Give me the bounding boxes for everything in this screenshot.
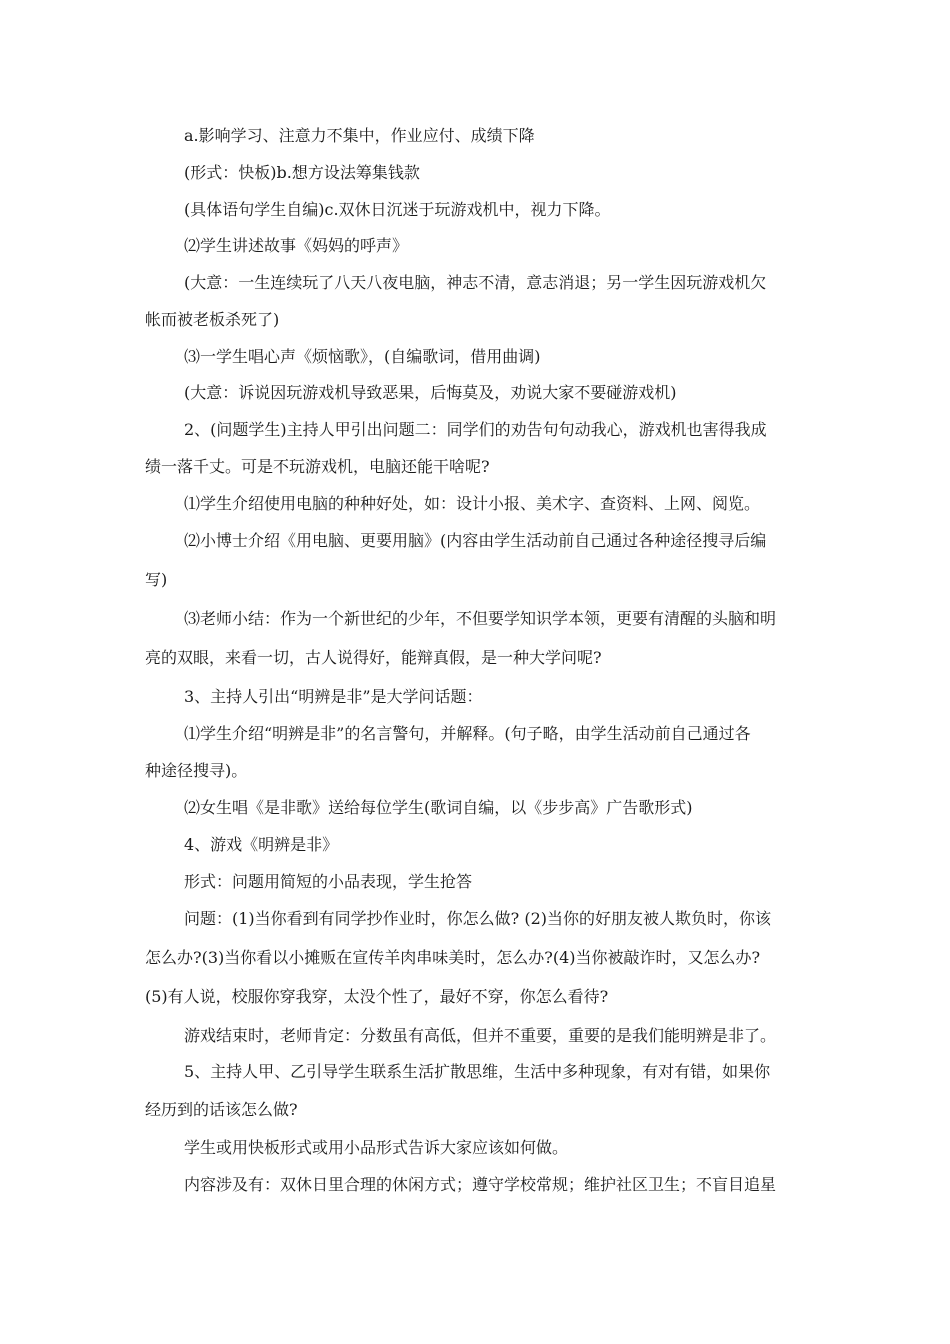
- text-line: 4、游戏《明辨是非》: [184, 835, 339, 854]
- text-line: (形式：快板)b.想方设法筹集钱款: [184, 163, 420, 182]
- text-line: 5、主持人甲、乙引导学生联系生活扩散思维，生活中多种现象，有对有错，如果你: [184, 1062, 771, 1081]
- text-line: 亮的双眼，来看一切，古人说得好，能辩真假，是一种大学问呢?: [145, 648, 602, 667]
- text-line: 内容涉及有：双休日里合理的休闲方式；遵守学校常规；维护社区卫生；不盲目追星: [184, 1175, 777, 1194]
- text-line: (大意：一生连续玩了八天八夜电脑，神志不清，意志消退；另一学生因玩游戏机欠: [184, 273, 767, 292]
- text-line: ⑴学生介绍“明辨是非”的名言警句，并解释。(句子略，由学生活动前自己通过各: [184, 724, 751, 743]
- text-line: 学生或用快板形式或用小品形式告诉大家应该如何做。: [184, 1138, 569, 1157]
- text-line: ⑵女生唱《是非歌》送给每位学生(歌词自编，以《步步高》广告歌形式): [184, 798, 693, 817]
- text-line: ⑶一学生唱心声《烦恼歌》，(自编歌词，借用曲调): [184, 347, 541, 366]
- text-line: 怎么办?(3)当你看以小摊贩在宣传羊肉串味美时，怎么办?(4)当你被敲诈时，又怎么办?: [145, 948, 761, 967]
- text-line: 形式：问题用简短的小品表现，学生抢答: [184, 872, 473, 891]
- text-line: 帐而被老板杀死了): [145, 310, 280, 329]
- text-line: (大意：诉说因玩游戏机导致恶果，后悔莫及，劝说大家不要碰游戏机): [184, 383, 677, 402]
- text-line: 游戏结束时，老师肯定：分数虽有高低，但并不重要，重要的是我们能明辨是非了。: [184, 1026, 777, 1045]
- text-line: ⑶老师小结：作为一个新世纪的少年，不但要学知识学本领，更要有清醒的头脑和明: [184, 609, 777, 628]
- text-line: ⑵小博士介绍《用电脑、更要用脑》(内容由学生活动前自己通过各种途径搜寻后编: [184, 531, 767, 550]
- text-line: a.影响学习、注意力不集中，作业应付、成绩下降: [184, 126, 535, 145]
- text-line: (5)有人说，校服你穿我穿，太没个性了，最好不穿，你怎么看待?: [145, 987, 609, 1006]
- text-line: ⑵学生讲述故事《妈妈的呼声》: [184, 236, 409, 255]
- text-line: 3、主持人引出“明辨是非”是大学问话题：: [184, 687, 483, 706]
- text-line: 写): [145, 570, 168, 589]
- text-line: 经历到的话该怎么做?: [145, 1100, 298, 1119]
- text-line: 2、(问题学生)主持人甲引出问题二：同学们的劝告句句动我心，游戏机也害得我成: [184, 420, 767, 439]
- text-line: 绩一落千丈。可是不玩游戏机，电脑还能干啥呢?: [145, 457, 490, 476]
- text-line: (具体语句学生自编)c.双休日沉迷于玩游戏机中，视力下降。: [184, 200, 611, 219]
- text-line: ⑴学生介绍使用电脑的种种好处，如：设计小报、美术字、查资料、上网、阅览。: [184, 494, 761, 513]
- text-line: 问题：(1)当你看到有同学抄作业时，你怎么做? (2)当你的好朋友被人欺负时，你该: [184, 909, 771, 928]
- text-line: 种途径搜寻)。: [145, 761, 248, 780]
